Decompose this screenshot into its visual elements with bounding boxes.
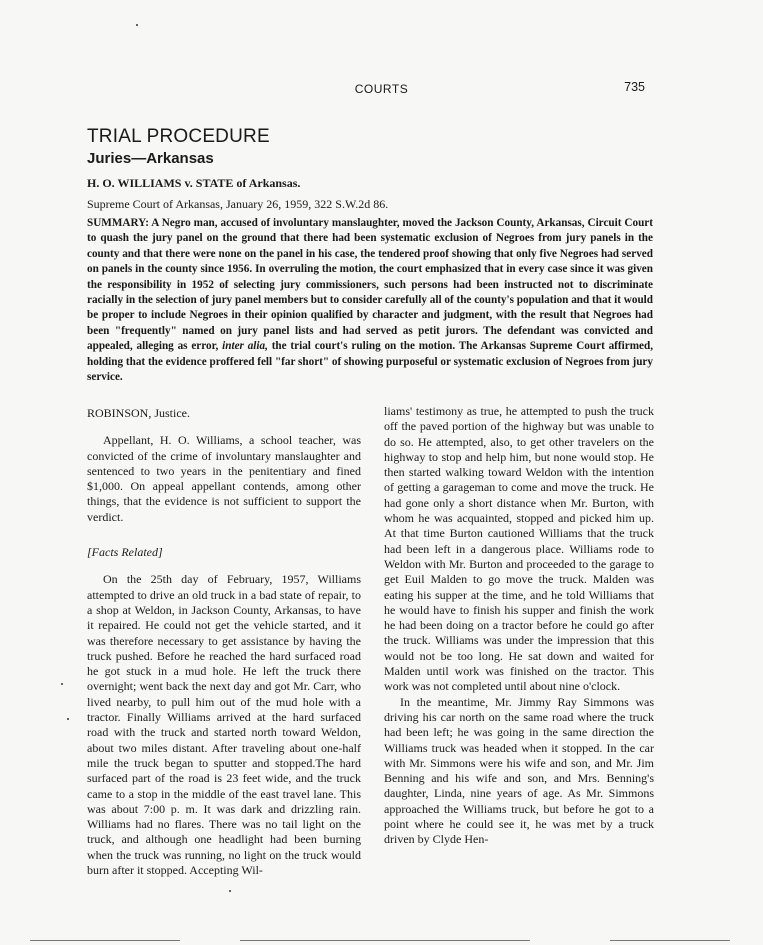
bottom-rule: [610, 940, 730, 941]
scan-speck: [136, 24, 138, 26]
opinion-right-column: [384, 404, 654, 848]
summary-text-2: the trial court's ruling on the motion. The Arkansas Supreme Court affirmed, holding that the evidence proffered fell "far short" of showing purposeful or systematic exclusion of Negroes from jury service.: [87, 340, 654, 384]
case-summary: [87, 216, 653, 385]
section-title: TRIAL PROCEDURE: [87, 126, 270, 147]
bottom-rule: [30, 940, 180, 941]
scan-speck: [61, 683, 63, 685]
scan-speck: [67, 718, 69, 720]
opinion-left-column: [87, 406, 361, 878]
facts-heading: [Facts Related]: [87, 545, 163, 560]
scan-speck: [229, 890, 231, 892]
case-citation: Supreme Court of Arkansas, January 26, 1959, 322 S.W.2d 86.: [87, 197, 389, 211]
opinion-paragraph-3: In the meantime, Mr. Jimmy Ray Simmons was driving his car north on the same road where the truck had been left; he was going in the same direction the Williams truck was headed when it stopped. In the car with Mr. Simmons were his wife and son, and Mr. Jim Benning and his wife and son, and Mrs. Benning's daughter, Linda, nine years of age. As Mr. Simmons approached the Williams truck, but before he got to a point where he could see it, he was met by a truck driven by Clyde Hen-: [384, 694, 654, 847]
case-name: H. O. WILLIAMS v. STATE of Arkansas.: [87, 176, 301, 190]
summary-text-1: A Negro man, accused of involuntary manslaughter, moved the Jackson County, Arkansas, Circuit Court to quash the jury panel on the ground that there had been systematic exclusion of Negroes from jury panels in the county and that there were none on the panel in his case, the tendered proof showing that only five Negroes had served on panels in the county since 1956. In overruling the motion, the court emphasized that in every case since it was given the responsibility in 1952 of selecting jury commissioners, such persons had been instructed not to discriminate racially in the selection of jury panel members but to consider carefully all of the county's population and that it would be proper to include Negroes in their opinion qualified by character and judgment, with the result that Negroes had been "frequently" named on jury panel lists and had served as petit jurors. The defendant was convicted and appealed, alleging as error,: [87, 217, 653, 353]
subsection-title: Juries—Arkansas: [87, 150, 214, 167]
bottom-rule: [240, 940, 530, 941]
opinion-paragraph-2-continued: liams' testimony as true, he attempted to push the truck off the paved portion of the highway but was unable to do so. He attempted, also, to get other travelers on the highway to stop and help him, but none would stop. He then started walking toward Weldon with the intention of getting a garageman to come and move the truck. He had gone only a short distance when Mr. Burton, with whom he was acquainted, stopped and picked him up. At that time Burton cautioned Williams that the truck had been left in a dangerous place. Williams rode to Weldon with Mr. Burton and proceeded to the garage to get Euil Malden to go move the truck. Malden was eating his supper at the time, and he told Williams that he would have to finish his supper and finish the work he had been doing on a tractor before he could go after the truck. Williams was under the impression that this would not be too long. He sat down and waited for Malden until work was finished on the tractor. This work was not completed until about nine o'clock.: [384, 404, 654, 694]
opinion-paragraph-2: On the 25th day of February, 1957, Williams attempted to drive an old truck in a bad state of repair, to a shop at Weldon, in Jackson County, Arkansas, to have it repaired. He could not get the vehicle started, and it was therefore necessary to get assistance by having the truck pushed. Before he reached the hard surfaced road he got stuck in a mud hole. He left the truck there overnight; went back the next day and got Mr. Carr, who lived nearby, to pull him out of the mud hole with a tractor. Finally Williams arrived at the hard surfaced road with the truck and started north toward Weldon, about two miles distant. After traveling about one-half mile the truck began to sputter and stopped.The hard surfaced part of the road is 23 feet wide, and the truck came to a stop in the middle of the east travel lane. This was about 7:00 p. m. It was dark and drizzling rain. Williams had no flares. There was no tail light on the truck, and although one headlight had been burning when the truck was running, no light on the truck would burn after it stopped. Accepting Wil-: [87, 572, 361, 878]
summary-italic: inter alia,: [222, 340, 268, 353]
page-number: 735: [624, 80, 645, 94]
opinion-paragraph-1: Appellant, H. O. Williams, a school teacher, was convicted of the crime of involuntary manslaughter and sentenced to two years in the penitentiary and fined $1,000. On appeal appellant contends, among other things, that the evidence is not sufficient to support the verdict.: [87, 433, 361, 524]
opinion-author: ROBINSON, Justice.: [87, 406, 191, 420]
running-head: COURTS: [354, 82, 409, 96]
summary-label: SUMMARY:: [87, 217, 149, 229]
